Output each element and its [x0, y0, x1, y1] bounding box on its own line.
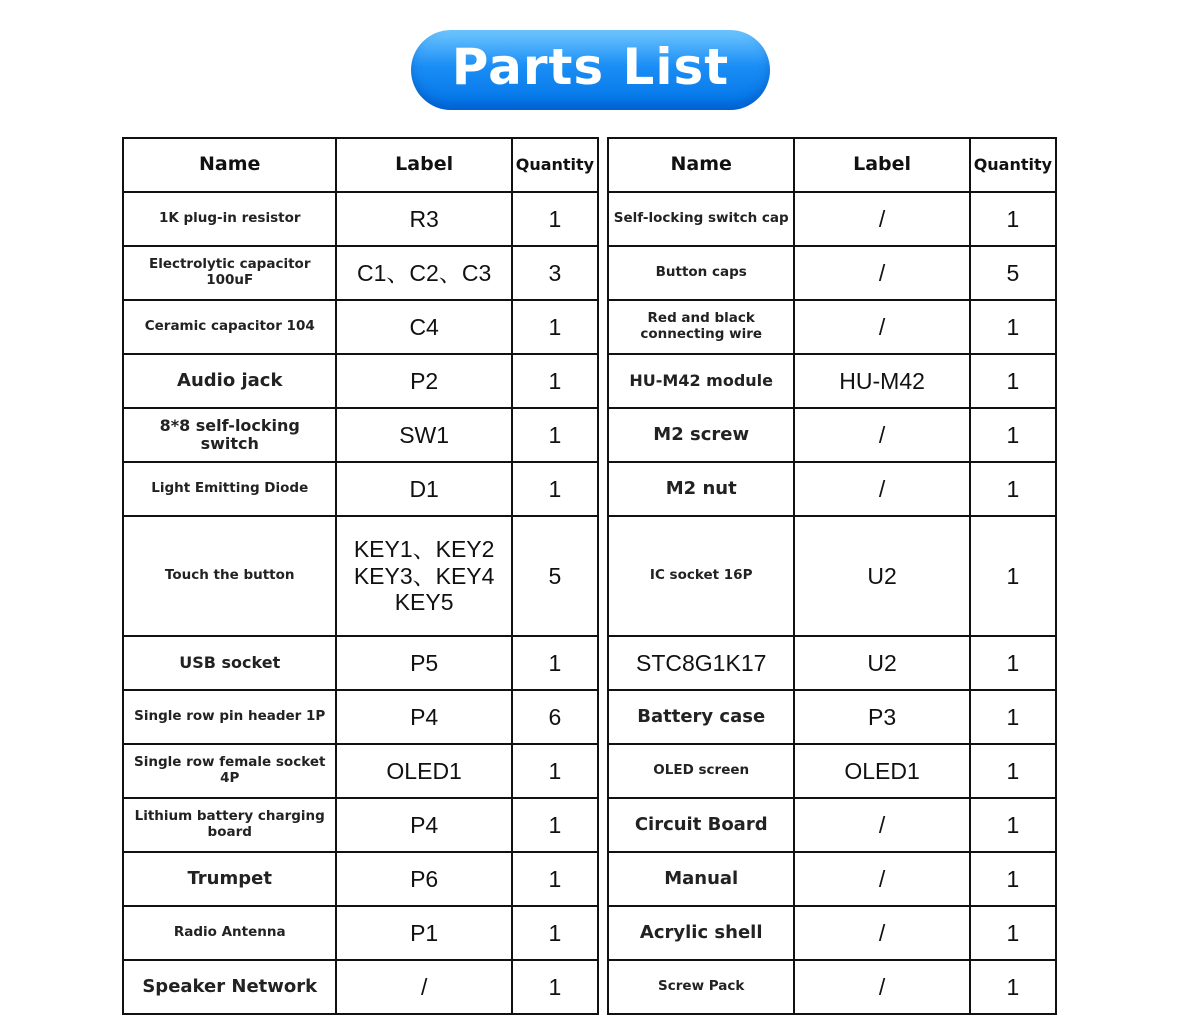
part-label: / [794, 798, 969, 852]
table-row [123, 300, 1056, 354]
table-row [123, 636, 1056, 690]
page-title: Parts List [451, 38, 730, 96]
part-name: Audio jack [123, 354, 336, 408]
table-header-row [123, 138, 1056, 192]
part-quantity: 1 [970, 300, 1056, 354]
part-label-line: KEY1、KEY2 [353, 536, 495, 563]
table-row [123, 744, 1056, 798]
part-quantity: 1 [512, 960, 598, 1014]
parts-table [122, 137, 1057, 1015]
part-label: / [794, 192, 969, 246]
part-label: / [794, 852, 969, 906]
part-name: Light Emitting Diode [123, 462, 336, 516]
part-label: P1 [336, 906, 511, 960]
part-label: U2 [794, 636, 969, 690]
part-quantity: 3 [512, 246, 598, 300]
part-quantity: 1 [512, 798, 598, 852]
part-quantity: 1 [970, 798, 1056, 852]
part-name: Manual [608, 852, 794, 906]
table-row [123, 246, 1056, 300]
part-name: STC8G1K17 [608, 636, 794, 690]
part-name: IC socket 16P [608, 516, 794, 636]
part-quantity: 1 [512, 852, 598, 906]
table-row [123, 960, 1056, 1014]
table-row [123, 192, 1056, 246]
part-label: / [336, 960, 511, 1014]
part-name: M2 screw [608, 408, 794, 462]
part-label [336, 516, 511, 636]
table-row [123, 798, 1056, 852]
part-name: HU-M42 module [608, 354, 794, 408]
part-name: Screw Pack [608, 960, 794, 1014]
part-label-line: KEY5 [394, 589, 454, 616]
part-quantity: 5 [970, 246, 1056, 300]
part-name: Ceramic capacitor 104 [123, 300, 336, 354]
title-banner [411, 30, 770, 110]
part-quantity: 1 [512, 354, 598, 408]
header-name-right: Name [608, 138, 794, 192]
part-name: Touch the button [123, 516, 336, 636]
part-label: HU-M42 [794, 354, 969, 408]
part-label: P4 [336, 690, 511, 744]
part-label: P5 [336, 636, 511, 690]
part-name: 8*8 self-locking switch [123, 408, 336, 462]
part-name: Trumpet [123, 852, 336, 906]
part-name: Single row female socket 4P [123, 744, 336, 798]
part-quantity: 1 [512, 192, 598, 246]
part-quantity: 1 [512, 636, 598, 690]
table-row [123, 516, 1056, 636]
part-label: / [794, 906, 969, 960]
part-quantity: 1 [970, 192, 1056, 246]
part-name: Electrolytic capacitor 100uF [123, 246, 336, 300]
table-row [123, 690, 1056, 744]
part-label: / [794, 408, 969, 462]
part-label: / [794, 300, 969, 354]
part-quantity: 1 [512, 462, 598, 516]
table-row [123, 354, 1056, 408]
part-name: Speaker Network [123, 960, 336, 1014]
part-name: Self-locking switch cap [608, 192, 794, 246]
header-quantity-right: Quantity [970, 138, 1056, 192]
part-quantity: 1 [512, 906, 598, 960]
part-quantity: 1 [512, 408, 598, 462]
part-name: Lithium battery charging board [123, 798, 336, 852]
part-label: / [794, 246, 969, 300]
part-label: C4 [336, 300, 511, 354]
part-name: Circuit Board [608, 798, 794, 852]
table-row [123, 462, 1056, 516]
table-row [123, 906, 1056, 960]
header-name-left: Name [123, 138, 336, 192]
part-label: P4 [336, 798, 511, 852]
part-name: M2 nut [608, 462, 794, 516]
part-name: Button caps [608, 246, 794, 300]
part-quantity: 1 [512, 300, 598, 354]
part-label: R3 [336, 192, 511, 246]
part-quantity: 5 [512, 516, 598, 636]
part-label: / [794, 960, 969, 1014]
header-label-left: Label [336, 138, 511, 192]
part-quantity: 6 [512, 690, 598, 744]
part-label-line: KEY3、KEY4 [353, 562, 495, 589]
part-label: OLED1 [794, 744, 969, 798]
part-label: U2 [794, 516, 969, 636]
part-quantity: 1 [970, 516, 1056, 636]
part-name: Battery case [608, 690, 794, 744]
part-name: Radio Antenna [123, 906, 336, 960]
part-label: P2 [336, 354, 511, 408]
part-quantity: 1 [970, 744, 1056, 798]
part-quantity: 1 [970, 960, 1056, 1014]
part-name: Acrylic shell [608, 906, 794, 960]
table-row [123, 852, 1056, 906]
part-label: D1 [336, 462, 511, 516]
column-divider [598, 138, 608, 192]
part-name: OLED screen [608, 744, 794, 798]
part-label: C1、C2、C3 [336, 246, 511, 300]
part-quantity: 1 [970, 462, 1056, 516]
part-quantity: 1 [970, 636, 1056, 690]
part-quantity: 1 [970, 906, 1056, 960]
part-label: / [794, 462, 969, 516]
part-label: OLED1 [336, 744, 511, 798]
part-quantity: 1 [970, 690, 1056, 744]
part-label: SW1 [336, 408, 511, 462]
part-quantity: 1 [512, 744, 598, 798]
header-label-right: Label [794, 138, 969, 192]
part-name: 1K plug-in resistor [123, 192, 336, 246]
header-quantity-left: Quantity [512, 138, 598, 192]
part-quantity: 1 [970, 408, 1056, 462]
part-name: Single row pin header 1P [123, 690, 336, 744]
part-label: P6 [336, 852, 511, 906]
part-name: Red and black connecting wire [608, 300, 794, 354]
part-label: P3 [794, 690, 969, 744]
part-name: USB socket [123, 636, 336, 690]
part-quantity: 1 [970, 354, 1056, 408]
table-row [123, 408, 1056, 462]
part-quantity: 1 [970, 852, 1056, 906]
